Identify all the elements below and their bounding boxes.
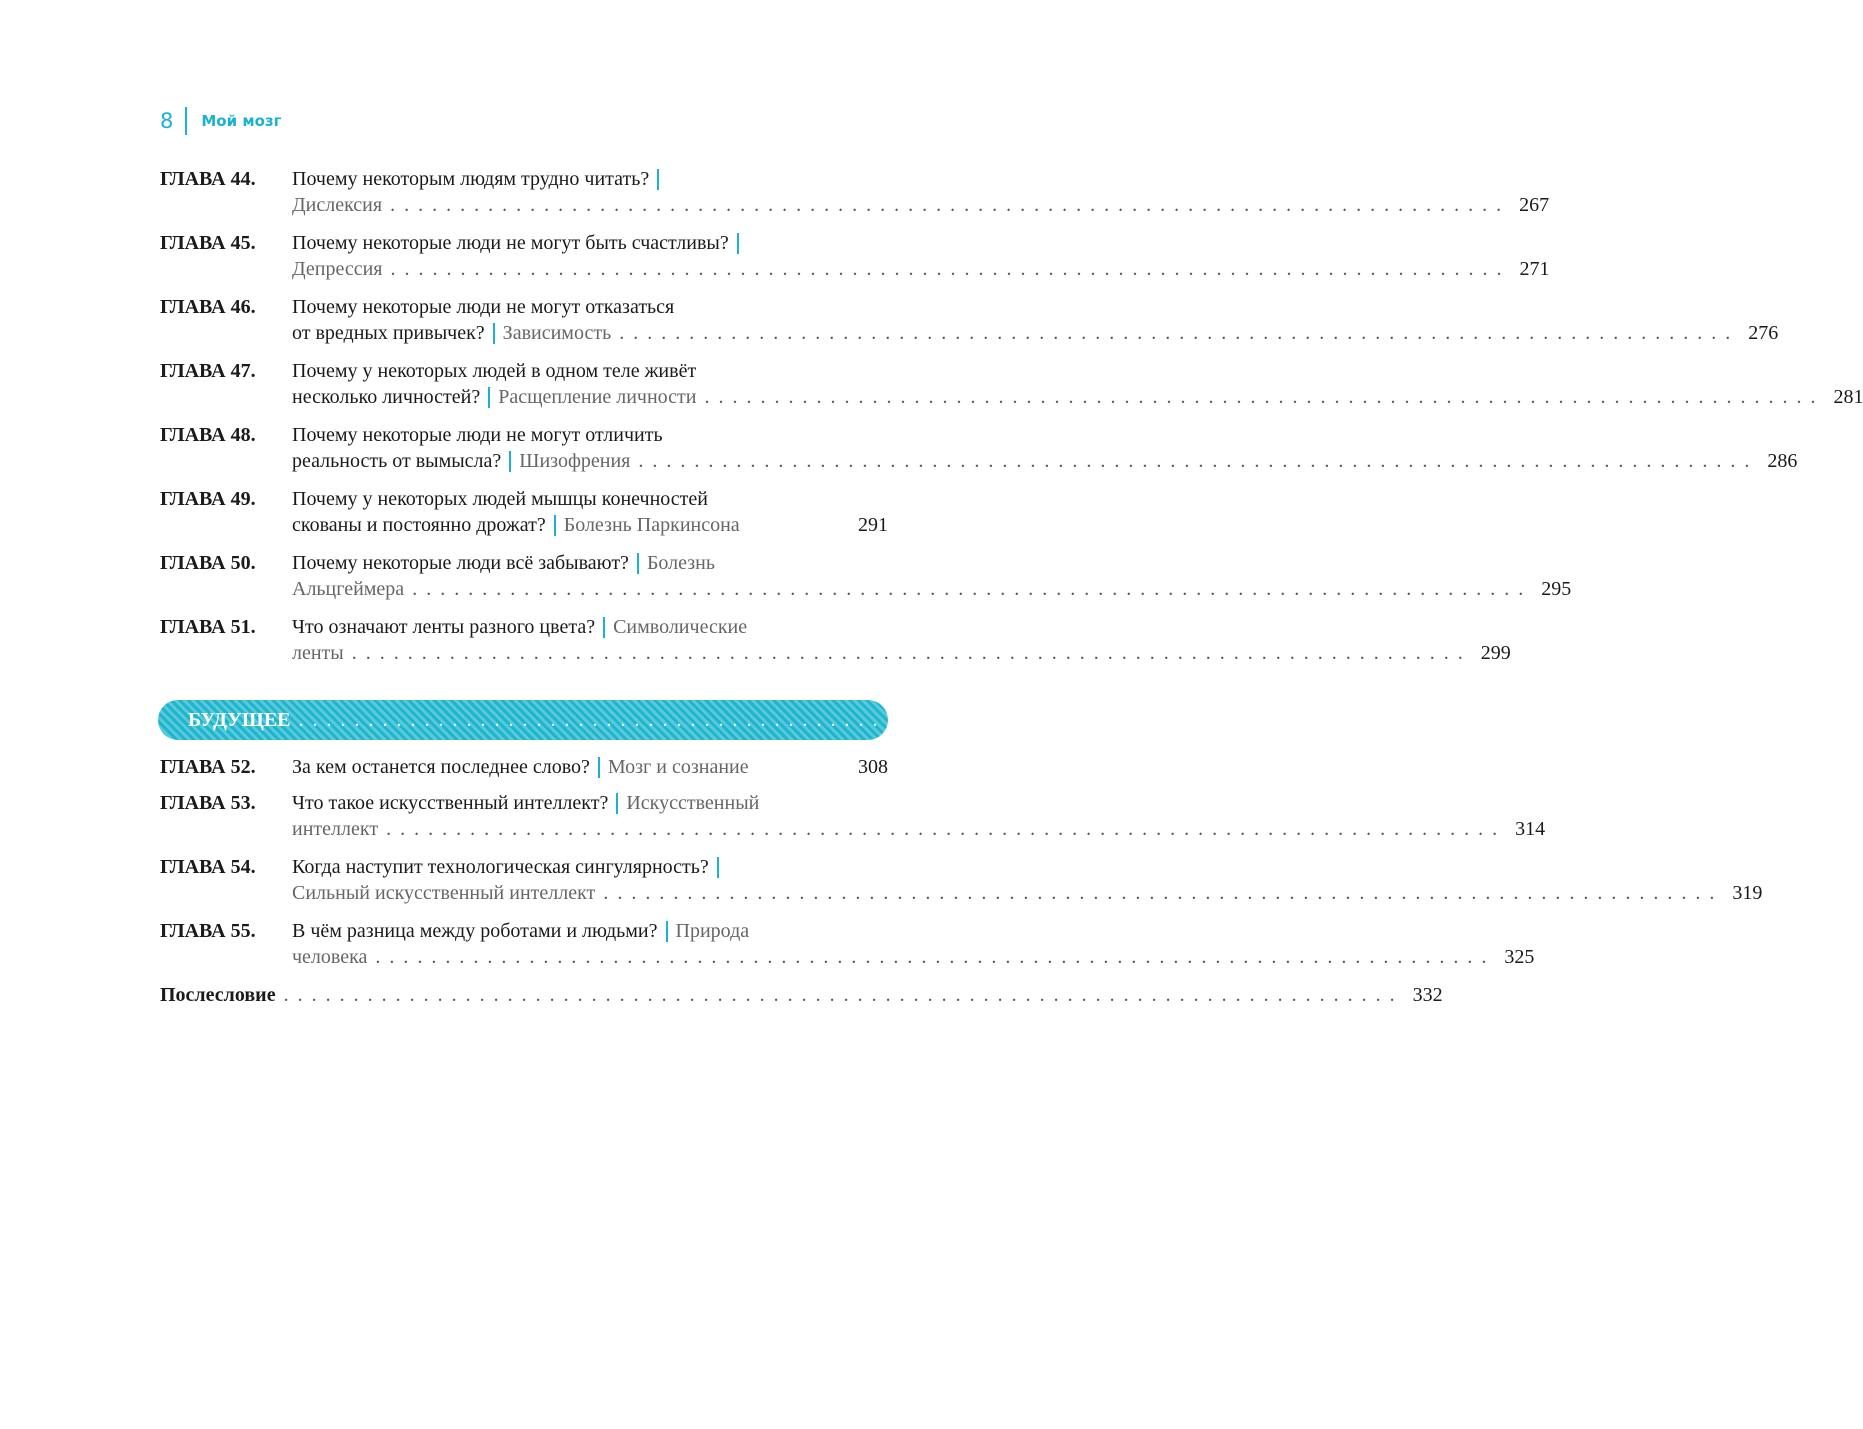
- page-ref: 307: [1419, 708, 1450, 731]
- chapter-label: ГЛАВА 44.: [160, 168, 256, 190]
- chapter-question: Почему некоторые люди не могут быть счастливы?: [292, 232, 729, 254]
- page-ref: 267: [1519, 194, 1550, 216]
- dot-leader: . . . . . . . . . . . . . . . . . . . . . . . . . . . . . . . . . . . . . . . . . . . . . . . . . . . . . . . . . . . . . . . . . . . . . . . . . . . . . . . .: [390, 194, 1504, 216]
- chapter-topic: Дислексия: [292, 194, 383, 216]
- chapter-question-cont: от вредных привычек?: [292, 322, 485, 344]
- chapter-question: Что такое искусственный интеллект?: [292, 792, 609, 814]
- chapter-topic: Зависимость: [502, 322, 612, 344]
- toc-entry-chapter-46[interactable]: [160, 294, 1779, 358]
- chapter-label: ГЛАВА 48.: [160, 424, 256, 446]
- toc-entry-chapter-48[interactable]: [160, 422, 1798, 486]
- separator-bar: [603, 617, 605, 638]
- chapter-question-cont: несколько личностей?: [292, 386, 481, 408]
- chapter-topic: Шизофрения: [519, 450, 631, 472]
- running-head: [160, 106, 281, 136]
- chapter-topic: Болезнь: [646, 552, 715, 574]
- toc-entry-chapter-49[interactable]: [160, 486, 888, 550]
- chapter-topic: Болезнь Паркинсона: [563, 514, 740, 536]
- toc-list-bottom: [160, 754, 1763, 1012]
- toc-entry-afterword[interactable]: [160, 982, 1443, 1012]
- dot-leader: . . . . . . . . . . . . . . . . . . . . . . . . . . . . . . . . . . . . . . . . . . . . . . . . . . . . . . . . . . . . . . . . . . . . . . . . . . . . . . . .: [375, 946, 1489, 968]
- page-number: 8: [160, 109, 174, 133]
- toc-entry-chapter-55[interactable]: [160, 918, 1535, 982]
- dot-leader: . . . . . . . . . . . . . . . . . . . . . . . . . . . . . . . . . . . . . . . . . . . . . . . . . . . . . . . . . . . . . . . . . . . . . . . . . . . . . . . .: [603, 882, 1717, 904]
- chapter-question-cont: реальность от вымысла?: [292, 450, 502, 472]
- chapter-label: ГЛАВА 55.: [160, 920, 256, 942]
- chapter-topic: Расщепление личности: [498, 386, 697, 408]
- chapter-label: ГЛАВА 49.: [160, 488, 256, 510]
- separator-bar: [616, 793, 618, 814]
- page-ref: 325: [1504, 946, 1535, 968]
- separator-bar: [598, 757, 600, 778]
- section-banner-future[interactable]: [158, 700, 1450, 740]
- chapter-topic-cont: интеллект: [292, 818, 379, 840]
- separator-bar: [493, 323, 495, 344]
- toc-entry-chapter-45[interactable]: [160, 230, 1550, 294]
- chapter-question: Почему у некоторых людей в одном теле живёт: [292, 360, 697, 382]
- separator-bar: [737, 233, 739, 254]
- separator-bar: [554, 515, 556, 536]
- dot-leader: . . . . . . . . . . . . . . . . . . . . . . . . . . . . . . . . . . . . . . . . . . . . . . . . . . . . . . . . . . . . . . . . . . . . . . . . . . . . . . . .: [638, 450, 1752, 472]
- page-ref: 271: [1519, 258, 1550, 280]
- chapter-topic: Депрессия: [292, 258, 383, 280]
- dot-leader: . . . . . . . . . . . . . . . . . . . . . . . . . . . . . . . . . . . . . . . . . . . . . . . . . . . . . . . . . . . . . . . . . . . . . . . . . . . . . . . .: [351, 642, 1465, 664]
- dot-leader: . . . . . . . . . . . . . . . . . . . . . . . . . . . . . . . . . . . . . . . . . . . . . . . . . . . . . . . . . . . . . . . . . . . . . . . . . . . . . . . .: [390, 258, 1504, 280]
- chapter-question: Почему некоторые люди не могут отказаться: [292, 296, 675, 318]
- separator-bar: [666, 921, 668, 942]
- separator-bar: [637, 553, 639, 574]
- chapter-topic: Мозг и сознание: [607, 756, 749, 778]
- page-ref: 276: [1748, 322, 1779, 344]
- separator-bar: [509, 451, 511, 472]
- header-divider: [185, 107, 187, 135]
- chapter-label: ГЛАВА 50.: [160, 552, 256, 574]
- dot-leader: . . . . . . . . . . . . . . . . . . . . . . . . . . . . . . . . . . . . . . . . . . . . . . . . . . . . . . . . . . . . . . . . . . . . . . . . . . . . . . . .: [283, 984, 1397, 1006]
- toc-entry-chapter-47[interactable]: [160, 358, 1863, 422]
- toc-entry-chapter-53[interactable]: [160, 790, 1546, 854]
- separator-bar: [717, 857, 719, 878]
- chapter-topic: Искусственный: [626, 792, 760, 814]
- chapter-label: ГЛАВА 47.: [160, 360, 256, 382]
- toc-entry-chapter-51[interactable]: [160, 614, 1511, 678]
- page-ref: 308: [858, 756, 888, 778]
- toc-entry-chapter-50[interactable]: [160, 550, 1572, 614]
- chapter-question-cont: скованы и постоянно дрожат?: [292, 514, 546, 536]
- chapter-label: ГЛАВА 51.: [160, 616, 256, 638]
- chapter-question: Почему некоторые люди не могут отличить: [292, 424, 663, 446]
- page-ref: 291: [858, 514, 888, 536]
- chapter-label: ГЛАВА 45.: [160, 232, 256, 254]
- chapter-topic: Природа: [675, 920, 750, 942]
- chapter-question: За кем останется последнее слово?: [292, 756, 590, 778]
- page-ref: 299: [1480, 642, 1511, 664]
- chapter-label: ГЛАВА 52.: [160, 756, 256, 778]
- chapter-topic: Символические: [613, 616, 748, 638]
- chapter-topic-cont: ленты: [292, 642, 344, 664]
- separator-bar: [657, 169, 659, 190]
- page-ref: 332: [1412, 984, 1443, 1006]
- book-title: Мой мозг: [201, 112, 282, 130]
- separator-bar: [488, 387, 490, 408]
- page-ref: 314: [1515, 818, 1546, 840]
- dot-leader: . . . . . . . . . . . . . . . . . . . . . . . . . . . . . . . . . . . . . . . . . . . . . . . . . . . . . . . . . . . . . . . . . . . . . . . . . . . . . . . .: [298, 709, 1412, 731]
- page-ref: 286: [1767, 450, 1798, 472]
- page-ref: 281: [1833, 386, 1863, 408]
- chapter-question: Почему у некоторых людей мышцы конечностей: [292, 488, 708, 510]
- dot-leader: . . . . . . . . . . . . . . . . . . . . . . . . . . . . . . . . . . . . . . . . . . . . . . . . . . . . . . . . . . . . . . . . . . . . . . . . . . . . . . . .: [386, 818, 1500, 840]
- chapter-question: Почему некоторые люди всё забывают?: [292, 552, 629, 574]
- chapter-label: ГЛАВА 46.: [160, 296, 256, 318]
- chapter-question: В чём разница между роботами и людьми?: [292, 920, 658, 942]
- section-title: БУДУЩЕЕ: [188, 708, 291, 731]
- toc-list-top: [160, 166, 1863, 678]
- chapter-question: Почему некоторым людям трудно читать?: [292, 168, 650, 190]
- chapter-label: ГЛАВА 54.: [160, 856, 256, 878]
- toc-entry-chapter-44[interactable]: [160, 166, 1550, 230]
- toc-entry-chapter-52[interactable]: [160, 754, 888, 790]
- dot-leader: . . . . . . . . . . . . . . . . . . . . . . . . . . . . . . . . . . . . . . . . . . . . . . . . . . . . . . . . . . . . . . . . . . . . . . . . . . . . . . . .: [619, 322, 1733, 344]
- afterword-label: Послесловие: [160, 984, 276, 1006]
- chapter-label: ГЛАВА 53.: [160, 792, 256, 814]
- dot-leader: . . . . . . . . . . . . . . . . . . . . . . . . . . . . . . . . . . . . . . . . . . . . . . . . . . . . . . . . . . . . . . . . . . . . . . . . . . . . . . . .: [412, 578, 1526, 600]
- page-ref: 295: [1541, 578, 1572, 600]
- chapter-question: Что означают ленты разного цвета?: [292, 616, 596, 638]
- dot-leader: . . . . . . . . . . . . . . . . . . . . . . . . . . . . . . . . . . . . . . . . . . . . . . . . . . . . . . . . . . . . . . . . . . . . . . . . . . . . . . . .: [704, 386, 1818, 408]
- page-ref: 319: [1732, 882, 1763, 904]
- toc-entry-chapter-54[interactable]: [160, 854, 1763, 918]
- chapter-topic-cont: человека: [292, 946, 368, 968]
- chapter-topic: Сильный искусственный интеллект: [292, 882, 596, 904]
- chapter-question: Когда наступит технологическая сингулярность?: [292, 856, 709, 878]
- chapter-topic-cont: Альцгеймера: [292, 578, 405, 600]
